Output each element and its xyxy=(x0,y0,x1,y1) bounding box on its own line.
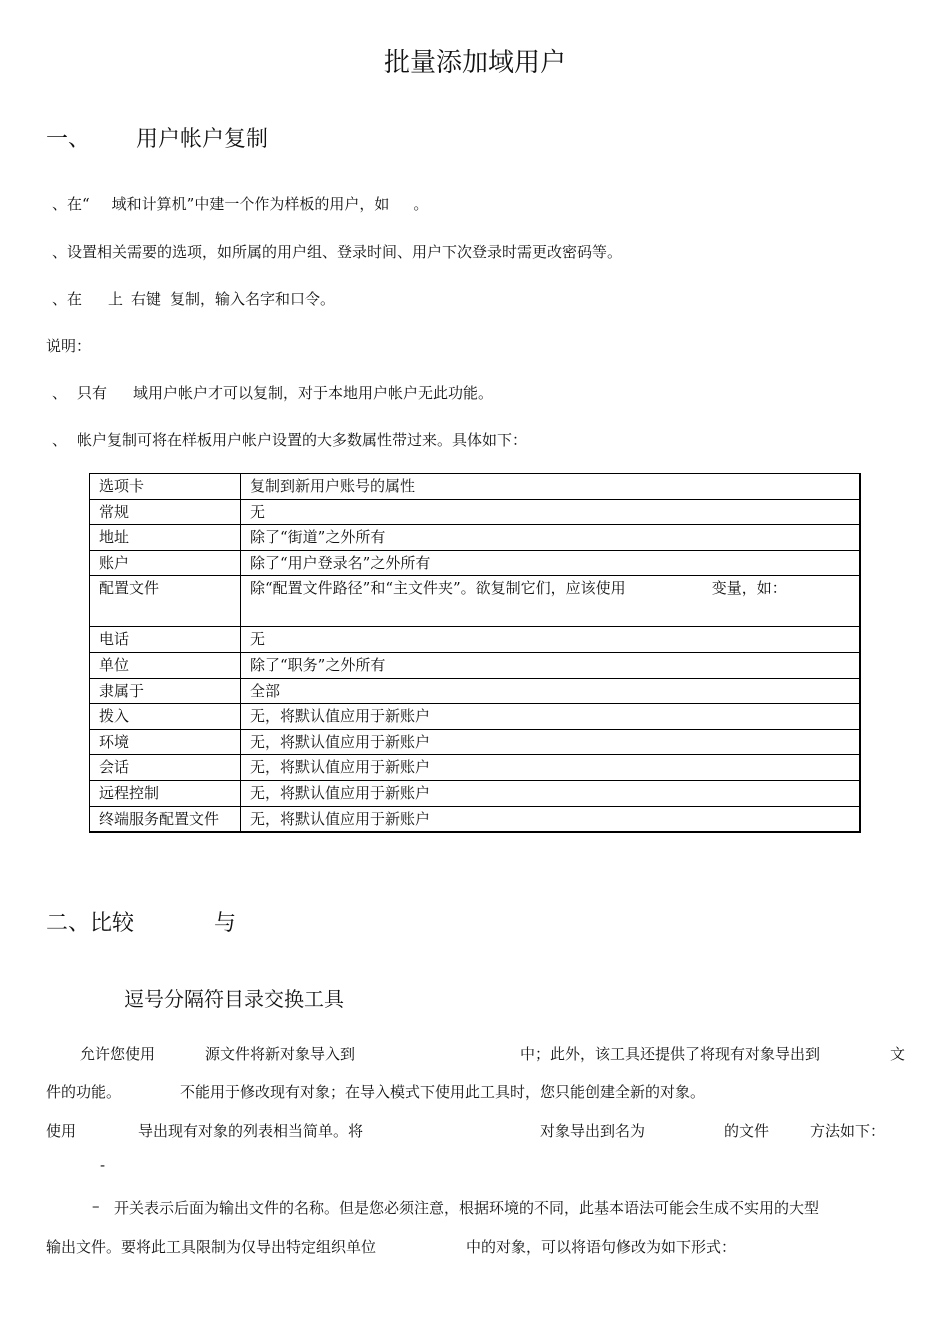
note-2-part-a: 、 xyxy=(52,431,68,449)
para1-l1c: 中；此外，该工具还提供了将现有对象导出到 xyxy=(520,1045,821,1063)
para1-l2b: 不能用于修改现有对象；在导入模式下使用此工具时，您只能创建全新的对象。 xyxy=(180,1083,706,1101)
table-cell: 无，将默认值应用于新账户 xyxy=(241,755,861,781)
section1-heading: 用户帐户复制 xyxy=(136,127,269,152)
table-row xyxy=(90,576,861,627)
table-row xyxy=(90,780,861,806)
para3-l1: 开关表示后面为输出文件的名称。但是您必须注意，根据环境的不同，此基本语法可能会生成不实用的大型 xyxy=(114,1199,820,1217)
table-cell: 除了“用户登录名”之外所有 xyxy=(241,550,861,576)
table-cell: 无，将默认值应用于新账户 xyxy=(241,780,861,806)
para1-l1b: 源文件将新对象导入到 xyxy=(205,1045,356,1063)
table-cell: 除了“职务”之外所有 xyxy=(241,652,861,678)
dash-line: - xyxy=(100,1156,106,1174)
attribute-table xyxy=(89,473,861,833)
table-cell: 常规 xyxy=(90,499,241,525)
step-1-part-a: 、在“ xyxy=(52,195,90,213)
table-cell: 拨入 xyxy=(90,704,241,730)
para3-dash: – xyxy=(92,1197,100,1215)
table-row xyxy=(90,525,861,551)
table-row xyxy=(90,678,861,704)
table-cell: 无，将默认值应用于新账户 xyxy=(241,704,861,730)
step-1 xyxy=(52,193,428,214)
table-cell: 无 xyxy=(241,499,861,525)
table-cell: 全部 xyxy=(241,678,861,704)
para2-a: 使用 xyxy=(46,1122,77,1140)
table-row xyxy=(90,729,861,755)
table-cell: 除了“街道”之外所有 xyxy=(241,525,861,551)
para3-l2b: 中的对象，可以将语句修改为如下形式： xyxy=(466,1238,737,1256)
table-cell: 地址 xyxy=(90,525,241,551)
para2-c: 对象导出到名为 xyxy=(540,1122,646,1140)
table-cell-text: 变量，如： xyxy=(711,579,787,598)
table-row xyxy=(90,550,861,576)
note-2-part-b: 帐户复制可将在样板用户帐户设置的大多数属性带过来。具体如下： xyxy=(77,431,528,449)
table-cell: 账户 xyxy=(90,550,241,576)
para1-l1a: 允许您使用 xyxy=(80,1045,156,1063)
para1-l2a: 件的功能。 xyxy=(46,1083,122,1101)
table-row xyxy=(90,652,861,678)
note-1 xyxy=(52,382,493,403)
para2-b: 导出现有对象的列表相当简单。将 xyxy=(138,1122,364,1140)
table-cell: 配置文件 xyxy=(90,576,241,627)
table-cell: 电话 xyxy=(90,627,241,653)
table-cell: 会话 xyxy=(90,755,241,781)
section2-heading-part-a: 二、比较 xyxy=(46,911,135,936)
step-2: 、设置相关需要的选项，如所属的用户组、登录时间、用户下次登录时需更改密码等。 xyxy=(52,243,623,261)
table-cell: 隶属于 xyxy=(90,678,241,704)
step-3-part-a: 、在 xyxy=(52,290,83,308)
table-cell: 无，将默认值应用于新账户 xyxy=(241,806,861,832)
table-header-row xyxy=(90,474,861,500)
table-cell: 单位 xyxy=(90,652,241,678)
note-1-part-c: 域用户帐户才可以复制，对于本地用户帐户无此功能。 xyxy=(133,384,494,402)
section2-subheading: 逗号分隔符目录交换工具 xyxy=(124,987,344,1011)
table-row xyxy=(90,755,861,781)
step-1-part-c: 。 xyxy=(413,195,429,213)
para1-l1d: 文 xyxy=(890,1045,906,1063)
note-label: 说明： xyxy=(46,337,92,355)
note-1-part-a: 、 xyxy=(52,384,68,402)
step-3 xyxy=(52,288,335,309)
para2-d: 的文件 xyxy=(724,1122,770,1140)
table-row xyxy=(90,704,861,730)
table-cell: 环境 xyxy=(90,729,241,755)
section1-number: 一、 xyxy=(46,127,91,152)
note-1-part-b: 只有 xyxy=(77,384,108,402)
table-cell: 终端服务配置文件 xyxy=(90,806,241,832)
table-row xyxy=(90,627,861,653)
section2-heading-part-b: 与 xyxy=(214,911,237,936)
para2-e: 方法如下： xyxy=(810,1122,886,1140)
table-cell: 远程控制 xyxy=(90,780,241,806)
step-3-part-d: 复制，输入名字和口令。 xyxy=(170,290,336,308)
step-3-part-c: 右键 xyxy=(131,290,162,308)
table-row xyxy=(90,499,861,525)
table-header-cell: 选项卡 xyxy=(90,474,241,500)
table-cell: 无，将默认值应用于新账户 xyxy=(241,729,861,755)
section2-heading xyxy=(46,906,236,937)
table-header-cell: 复制到新用户账号的属性 xyxy=(241,474,861,500)
table-cell xyxy=(241,576,861,627)
table-cell-text: 除“配置文件路径”和“主文件夹”。欲复制它们，应该使用 xyxy=(250,579,626,598)
step-3-part-b: 上 xyxy=(108,290,124,308)
table-cell: 无 xyxy=(241,627,861,653)
table-row xyxy=(90,806,861,832)
page-title: 批量添加域用户 xyxy=(383,48,566,78)
step-1-part-b: 域和计算机”中建一个作为样板的用户，如 xyxy=(111,195,390,213)
note-2 xyxy=(52,429,527,450)
para3-l2a: 输出文件。要将此工具限制为仅导出特定组织单位 xyxy=(46,1238,377,1256)
